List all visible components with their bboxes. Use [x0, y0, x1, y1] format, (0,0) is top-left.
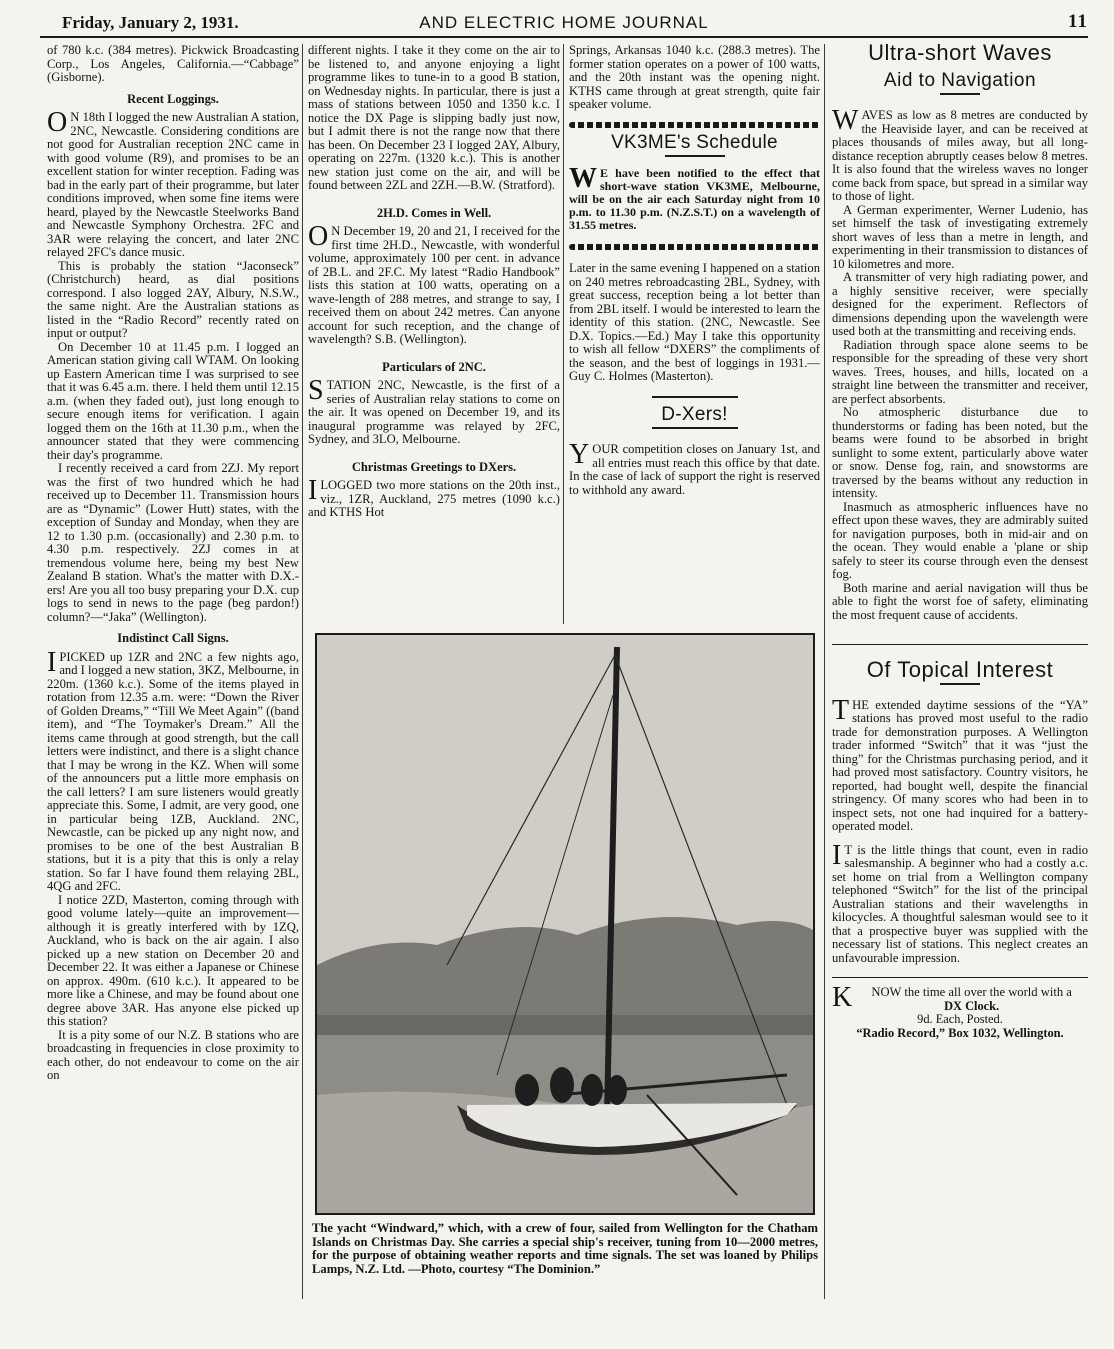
- paragraph: I recently received a card from 2ZJ. My report was the first of two hundred which he had received up to December 11. Transmission hours are as “Dynamic” (Lower Hutt) states, with the exception of Sunday and Monday, when they are 12 to 1.30 p.m. (occasionally) and 2.30 p.m. to 4.30 p.m. respectively. 2ZJ comes in at tremendous volume here, being my best New Zealand B station. What's the matter with D.X.-ers! Are you all too busy preparing your D.X. cup logs to send in news to the page (beg pardon!) column?—“Jaka” (Wellington).: [47, 461, 299, 624]
- drop-cap: W: [832, 105, 859, 136]
- topical-interest-title: Of Topical Interest: [866, 657, 1054, 682]
- drop-cap: W: [569, 163, 597, 194]
- dxers-title: D-Xers!: [661, 403, 728, 425]
- drop-cap: Y: [569, 439, 590, 470]
- paragraph: ILOGGED two more stations on the 20th inst., viz., 1ZR, Auckland, 275 metres (1090 k.c.) and KTHS Hot: [308, 475, 560, 519]
- page-number: 11: [1068, 11, 1088, 32]
- paragraph: Radiation through space alone seems to be responsible for the spreading of these very short waves. Trees, houses, and hills, located on a straight line between the transmitter and receiver, are perfect absorbents.: [832, 337, 1088, 406]
- drop-cap: I: [47, 646, 57, 678]
- paragraph: O N December 19, 20 and 21, I received for the first time 2H.D., Newcastle, with wonderful volume, approximately 100 per cent. in advance of 2B.L. and 2F.C. My latest “Radio Handbook” lists this station at 100 watts, operating on a wave-length of 288 metres, and strange to say, I received them on about 242 metres. Can anyone account for such reception, and the change of wavelength? S.B. (Wellington).: [308, 221, 560, 346]
- dx-clock-price: 9d. Each, Posted.: [917, 1012, 1003, 1026]
- paragraph: WAVES as low as 8 metres are conducted by the Heaviside layer, and can be received at places thousands of miles away, but all long-distance reception abruptly ceases below 8 metres. It is also found that the wireless waves no longer come back from space, but spread in a similar way to those of light.: [832, 105, 1088, 203]
- column-rule: [824, 44, 825, 1299]
- column-3: [569, 44, 820, 609]
- paragraph: I T is the little things that count, even in radio salesmanship. A beginner who had a costly a.c. set home on trial from a Wellington company telephoned “Switch” for the list of the principal Australian stations and their wavelengths in kilocycles. A thoughtful salesman would see to it that a prospective buyer was supplied with the necessary list of stations. This neglect creates an unfavourable impression.: [832, 839, 1088, 965]
- divider: [832, 977, 1088, 978]
- aid-to-navigation-title: Aid to Navigation: [883, 69, 1037, 91]
- paragraph: YOUR competition closes on January 1st, and all entries must reach this office by that date. In the case of lack of support the right is reserved to withhold any award.: [569, 439, 820, 497]
- article-continuation: of 780 k.c. (384 metres). Pickwick Broadcasting Corp., Los Angeles, California.—“Cabbage” (Gisborne).: [47, 43, 299, 84]
- column-rule: [302, 44, 303, 1299]
- paragraph: different nights. I take it they come on the air to be listened to, and anyone enjoying a light programme likes to tune-in to a good B station, on Wednesday nights. In particular, there is just a mass of stations between 1050 and 1350 k.c. I notice the DX Page is slipping badly just now, but I admit there is not the range now that there has been. On December 23 I logged 2AY, Albury, operating on 227m. (1320 k.c.). This is another new station just come on the air, and will be found between 2ZL and 2ZH.—B.W. (Stratford).: [308, 43, 560, 192]
- decorative-rule: [569, 244, 820, 250]
- page-header: [40, 10, 1088, 38]
- paragraph: A German experimenter, Werner Ludenio, has set himself the task of investigating extremely short waves of less than a metre in length, and experimenting in their transmission to distances of 10 kilometres and more.: [832, 202, 1088, 271]
- divider: [832, 644, 1088, 645]
- paragraph: On December 10 at 11.45 p.m. I logged an American station giving call WTAM. On looking up Eastern American time I was surprised to see that it was 6.45 a.m. there. I held them until 12.15 a.m. (when they faded out), just long enough to secure enough items for verification. I again logged them on the 16th at 11.30 p.m., when the announcer stated that they were commencing their day's programme.: [47, 339, 299, 462]
- yacht-photo: [315, 633, 815, 1215]
- paragraph: O N 18th I logged the new Australian A station, 2NC, Newcastle. Considering conditions are not good for Australian reception 2NC came in with good volume (R9), and promises to be an excellent station for winter reception. Fading was bad in the early part of their programme, but later conditions improved, when some fine items were heard, played by the Newcastle Steelworks Band and Newcastle Symphony Orchestra. 2FC and 3AR were relaying the concert, and later 2NC relayed 2FC's dance music.: [47, 107, 299, 259]
- divider: [940, 93, 980, 95]
- drop-cap: K: [832, 982, 853, 1013]
- column-1: [47, 44, 299, 1299]
- column-4: [832, 40, 1088, 1304]
- decorative-rule: [569, 122, 820, 128]
- divider: [665, 155, 725, 157]
- paragraph: Later in the same evening I happened on a station on 240 metres rebroadcasting 2BL, Sydney, with great success, reception being a lot better than from 2BL itself. I would be interested to learn the identity of this station. (2NC, Newcastle. See D.X. Topics.—Ed.) May I take this opportunity to wish all fellow “DXERS” the compliments of the season, and the best of loggings in 1931.—Guy C. Holmes (Masterton).: [569, 261, 820, 383]
- heading-2hd: 2H.D. Comes in Well.: [376, 205, 492, 220]
- vk3me-schedule: W E have been notified to the effect that short-wave station VK3ME, Melbourne, will be on the air each Saturday night from 10 p.m. to 11.30 p.m. (N.Z.S.T.) on a wavelength of 31.55 metres.: [569, 163, 820, 232]
- paragraph: Inasmuch as atmospheric influences have no effect upon these waves, they are admirably suited for navigation purposes, both in mid-air and on the ocean. They would enable a 'plane or ship safely to steer its course through even the densest fog.: [832, 499, 1088, 581]
- dx-clock-address: “Radio Record,” Box 1032, Wellington.: [856, 1025, 1064, 1040]
- paragraph: IPICKED up 1ZR and 2NC a few nights ago, and I logged a new station, 3KZ, Melbourne, in 220m. (1360 k.c.). Some of the items played in rotation from 12.35 a.m. were: “Down the River of Golden Dreams,” “Till We Meet Again” ((band item), and “The Toymaker's Dream.” All the items came through at good strength, but the call letters were indistinct, and there is a slight chance that I may be wrong in the KZ. When will some of the announcers put a little more emphasis on the call letters? I am sure listeners would greatly appreciate this. Some, I admit, are very good, one in particular being 1ZB, Auckland. 2NC, Newcastle, can be picked up any night now, and promises to be one of the best Australian B stations, but it is a pity that this is only a relay station. So far I have found them relaying 2BL, 4QG and 2FC.: [47, 646, 299, 893]
- paragraph: Both marine and aerial navigation will thus be able to fight the worst foe of safety, eliminating the most frequent cause of accidents.: [832, 580, 1088, 622]
- paragraph: STATION 2NC, Newcastle, is the first of a series of Australian relay stations to come on the air. It was opened on December 19, and its inaugural programme was relayed by 2FC, Sydney, and 3LO, Melbourne.: [308, 375, 560, 446]
- paragraph: Springs, Arkansas 1040 k.c. (288.3 metres). The former station operates on a power of 100 watts, and the 20th instant was the opening night. KTHS came through at great strength, quite fair speaker volume.: [569, 43, 820, 111]
- column-2: [308, 44, 560, 614]
- vk3me-title: VK3ME's Schedule: [611, 131, 778, 153]
- ultra-short-waves-title: Ultra-short Waves: [868, 40, 1052, 65]
- paragraph: I notice 2ZD, Masterton, coming through with good volume lately—quite an improvement—although it is greatly interfered with by 1ZQ, Auckland, who is back on the air again. I also picked up a new station on December 20 and December 22. It was either a Japanese or Chinese on approx. 490m. (610 k.c.). It appeared to be more like a Chinese, and may be found about one degree above 3AR. Has anyone else picked up this station?: [47, 892, 299, 1028]
- journal-title: AND ELECTRIC HOME JOURNAL: [419, 13, 709, 32]
- dx-clock-ad: K NOW the time all over the world with a: [832, 982, 1072, 1013]
- heading-2nc: Particulars of 2NC.: [382, 359, 486, 374]
- drop-cap: T: [832, 694, 850, 726]
- heading-christmas: Christmas Greetings to DXers.: [351, 459, 517, 474]
- paragraph: THE extended daytime sessions of the “YA” stations has proved most useful to the radio trade for demonstration purposes. A Wellington trader informed “Switch” that it was “just the thing” for the Christmas purchasing period, and it had proved most satisfactory. Country visitors, he reported, had bought well, despite the financial stringency. Of many scores who had been in to inspect sets, not one had inquired for a battery-operated model.: [832, 694, 1088, 833]
- dx-clock-product: DX Clock.: [944, 998, 1000, 1013]
- drop-cap: S: [308, 375, 324, 406]
- paragraph: No atmospheric disturbance due to thunderstorms or fading has been noted, but the beams were found to be absorbed in bright sunlight to some extent, particularly above water or snow. Dense fog, rain, and snowstorms are traversed by the beams without any reduction in intensity.: [832, 405, 1088, 500]
- drop-cap: O: [47, 107, 68, 138]
- drop-cap: O: [308, 221, 329, 252]
- issue-date: Friday, January 2, 1931.: [62, 13, 239, 32]
- column-rule: [563, 44, 564, 624]
- drop-cap: I: [832, 839, 842, 871]
- paragraph: This is probably the station “Jaconseck” (Christchurch) heard, as dial positions correspond. I also logged 2AY, Albury, N.S.W., the same night. Are the Australian stations as listed in the “Radio Record” recently rated on input or output?: [47, 258, 299, 340]
- divider: [940, 683, 980, 685]
- paragraph: A transmitter of very high radiating power, and a highly sensitive receiver, were specially designed for the experiment. Reflectors of dimensions depending upon the wavelength were used both at the transmitting and receiving ends.: [832, 270, 1088, 338]
- drop-cap: I: [308, 475, 318, 506]
- heading-recent-loggings: Recent Loggings.: [127, 91, 219, 106]
- photo-caption: The yacht “Windward,” which, with a crew of four, sailed from Wellington for the Chatham Islands on Christmas Day. She carries a special ship's receiver, tuning from 10—2000 metres, for the purpose of obtaining weather reports and time signals. The set was loaned by Philips Lamps, N.Z. Ltd. —Photo, courtesy “The Dominion.”: [312, 1221, 818, 1276]
- divider: [652, 396, 738, 398]
- yacht-illustration: [317, 635, 813, 1213]
- divider: [652, 427, 738, 429]
- heading-indistinct-call-signs: Indistinct Call Signs.: [117, 631, 229, 645]
- paragraph: It is a pity some of our N.Z. B stations who are broadcasting in frequencies in close proximity to each other, do not endeavour to come on the air on: [47, 1027, 299, 1082]
